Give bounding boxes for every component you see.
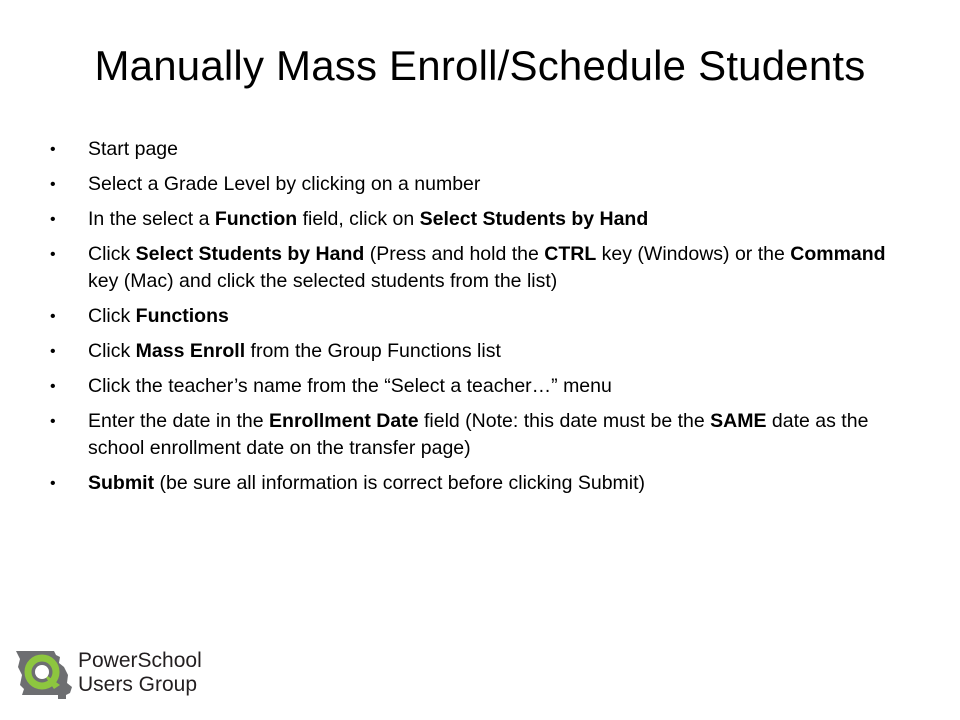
bullet-icon: • bbox=[50, 343, 56, 360]
bullet-list bbox=[48, 136, 898, 505]
bullet-text: date as the school enrollment date on the transfer page) bbox=[88, 410, 869, 459]
bullet-text: Start page bbox=[88, 138, 178, 160]
list-item bbox=[48, 171, 898, 198]
bullet-bold-text: Function bbox=[214, 208, 298, 230]
bullet-text: key (Windows) or the bbox=[596, 243, 791, 265]
bullet-bold-text: SAME bbox=[710, 410, 767, 432]
bullet-text: Select a Grade Level by clicking on a number bbox=[88, 173, 481, 195]
bullet-text: Enter the date in the bbox=[88, 410, 270, 432]
bullet-text: from the Group Functions list bbox=[245, 340, 501, 362]
list-item bbox=[48, 373, 898, 400]
bullet-text: field (Note: this date must be the bbox=[418, 410, 711, 432]
bullet-bold-text: Enrollment Date bbox=[269, 410, 419, 432]
bullet-text: field, click on bbox=[297, 208, 420, 230]
bullet-icon: • bbox=[50, 141, 56, 158]
list-item bbox=[48, 206, 898, 233]
bullet-bold-text: Select Students by Hand bbox=[135, 243, 365, 265]
logo-line-2: Users Group bbox=[78, 673, 198, 696]
bullet-icon: • bbox=[50, 246, 56, 263]
bullet-bold-text: Command bbox=[790, 243, 886, 265]
bullet-icon: • bbox=[50, 475, 56, 492]
list-item bbox=[48, 136, 898, 163]
bullet-icon: • bbox=[50, 211, 56, 228]
bullet-text: Click bbox=[88, 243, 136, 265]
bullet-bold-text: Functions bbox=[135, 305, 229, 327]
bullet-bold-text: Submit bbox=[88, 472, 155, 494]
bullet-icon: • bbox=[50, 308, 56, 325]
logo-text bbox=[78, 649, 202, 697]
bullet-text: Click the teacher’s name from the “Select a teacher…” menu bbox=[88, 375, 612, 397]
ring-center bbox=[35, 665, 49, 679]
bullet-text: key (Mac) and click the selected students from the list) bbox=[88, 270, 558, 292]
bullet-bold-text: CTRL bbox=[544, 243, 597, 265]
powerschool-users-group-logo bbox=[14, 645, 214, 701]
bullet-text: Click bbox=[88, 340, 136, 362]
bullet-text: (be sure all information is correct before clicking Submit) bbox=[154, 472, 646, 494]
list-item bbox=[48, 303, 898, 330]
missouri-state-ring-icon bbox=[14, 645, 76, 701]
logo-line-1: PowerSchool bbox=[78, 649, 202, 672]
bullet-text: In the select a bbox=[88, 208, 215, 230]
bullet-text: Click bbox=[88, 305, 136, 327]
list-item bbox=[48, 408, 898, 462]
bullet-icon: • bbox=[50, 176, 56, 193]
bullet-icon: • bbox=[50, 413, 56, 430]
list-item bbox=[48, 470, 898, 497]
bullet-bold-text: Select Students by Hand bbox=[419, 208, 649, 230]
list-item bbox=[48, 241, 898, 295]
bullet-text: (Press and hold the bbox=[364, 243, 545, 265]
slide-title: Manually Mass Enroll/Schedule Students bbox=[94, 42, 866, 89]
bullet-bold-text: Mass Enroll bbox=[135, 340, 246, 362]
list-item bbox=[48, 338, 898, 365]
bullet-icon: • bbox=[50, 378, 56, 395]
